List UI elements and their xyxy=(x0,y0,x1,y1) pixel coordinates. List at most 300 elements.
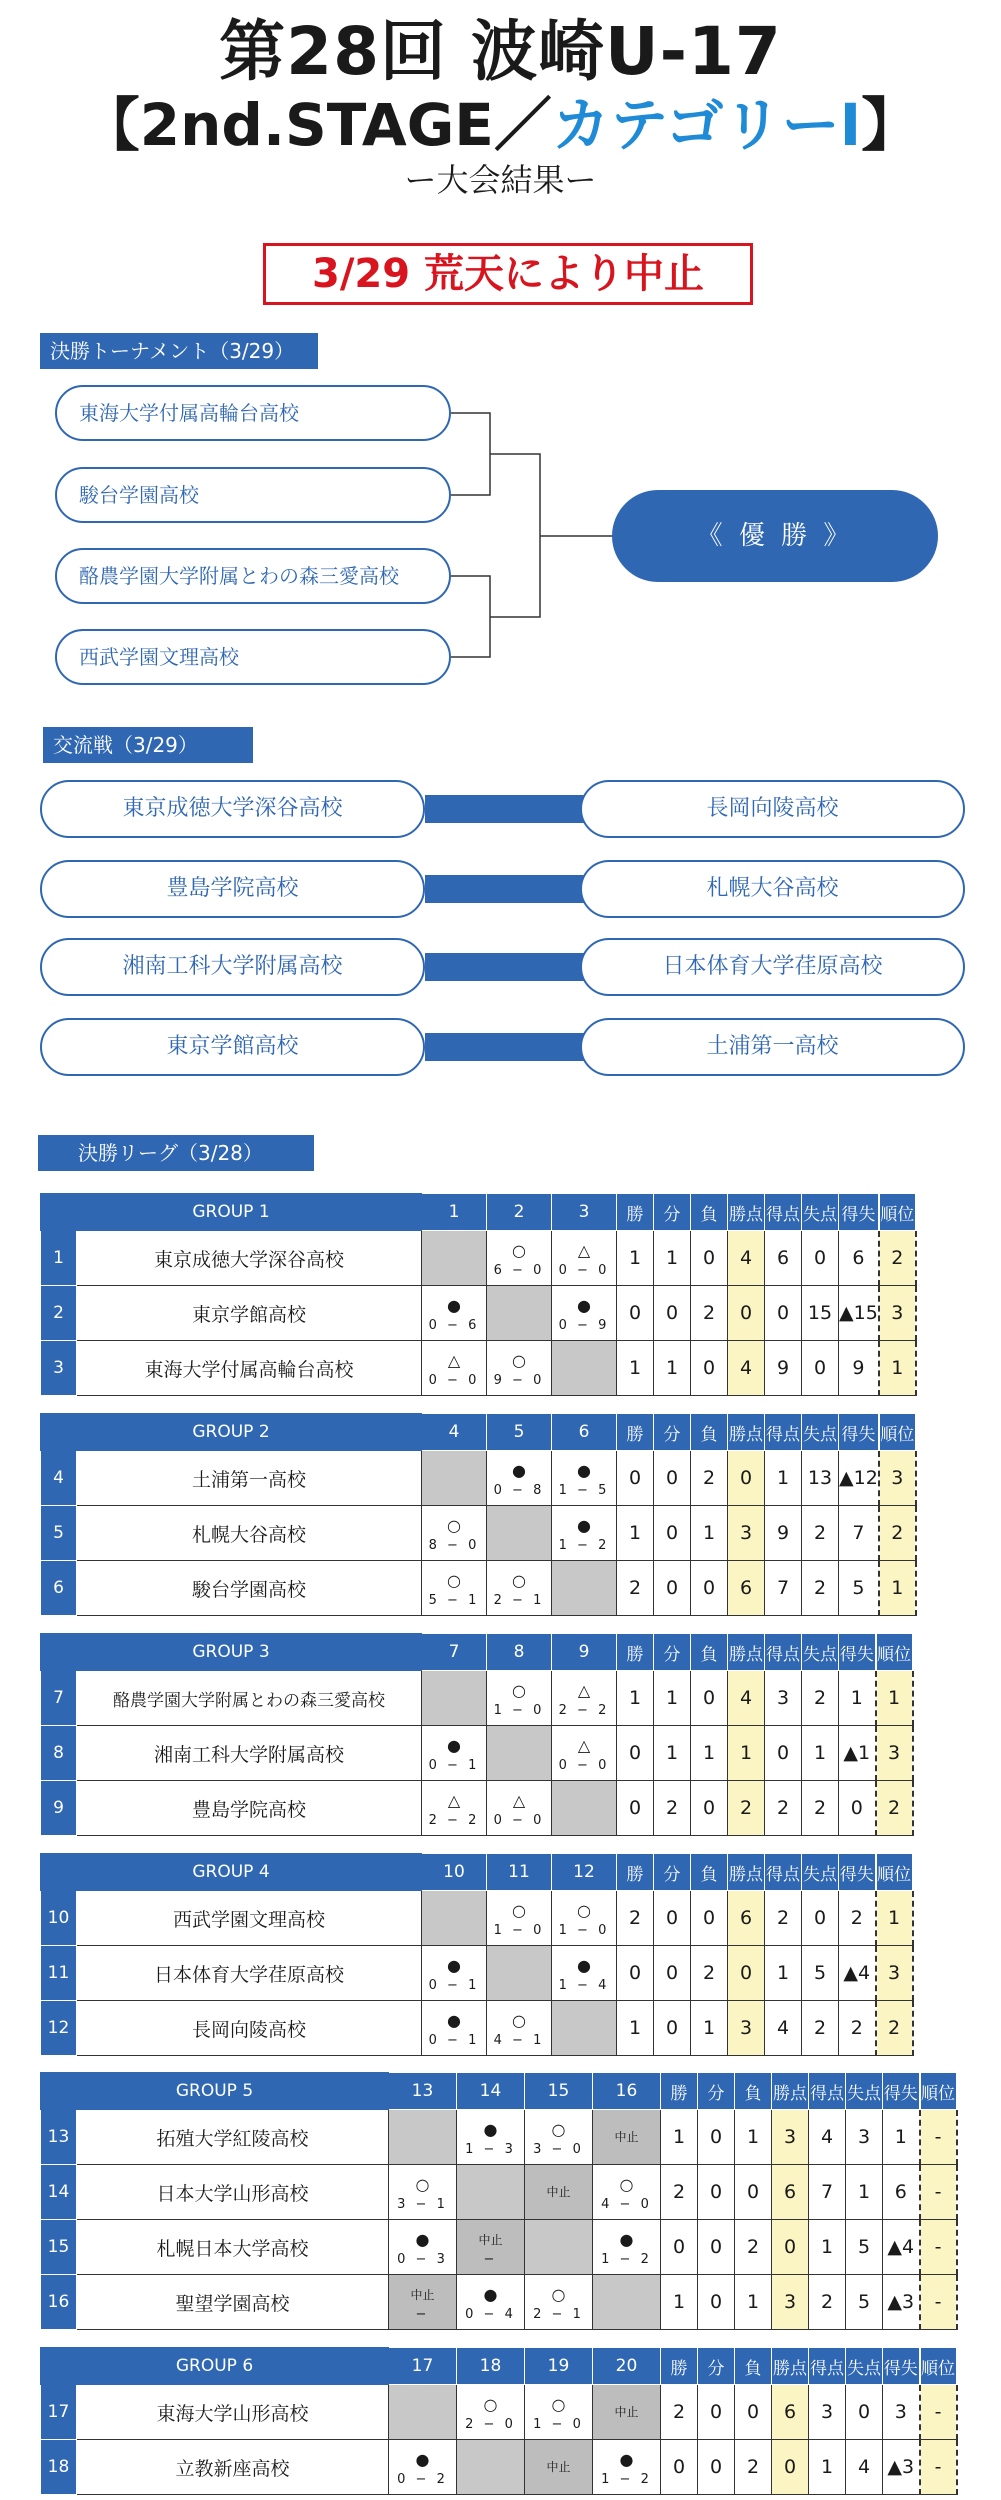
stat-value: 0 xyxy=(698,2440,735,2495)
exchange-team-right: 日本体育大学荏原高校 xyxy=(580,938,965,996)
match-score: 5 − 1 xyxy=(428,1593,480,1608)
stat-header: 順位 xyxy=(879,1194,916,1231)
exchange-section-label: 交流戦（3/29） xyxy=(43,727,253,763)
match-score: − xyxy=(415,2307,430,2322)
team-name: 東海大学山形高校 xyxy=(77,2385,389,2440)
stat-value: 1 xyxy=(654,1231,691,1286)
team-name: 西武学園文理高校 xyxy=(77,1891,422,1946)
match-result-cell xyxy=(525,2110,593,2165)
self-match-cell xyxy=(552,1781,617,1836)
match-result-mark: ● xyxy=(577,1956,591,1975)
self-match-cell xyxy=(422,1671,487,1726)
table-row xyxy=(41,1781,913,1836)
group-column-number: 16 xyxy=(593,2073,661,2110)
stat-header: 分 xyxy=(654,1634,691,1671)
stat-value: ▲1 xyxy=(839,1726,876,1781)
match-result-mark: ○ xyxy=(512,1901,526,1920)
stat-header: 順位 xyxy=(879,1414,916,1451)
stat-value: - xyxy=(920,2220,957,2275)
team-name: 札幌大谷高校 xyxy=(77,1506,422,1561)
champion-box: 《 優 勝 》 xyxy=(612,490,938,582)
stat-value: 0 xyxy=(654,1451,691,1506)
stat-value: 0 xyxy=(698,2385,735,2440)
table-row xyxy=(41,2110,957,2165)
match-result-mark: ● xyxy=(483,2285,498,2304)
stat-value: 1 xyxy=(802,1726,839,1781)
group-name: GROUP 1 xyxy=(41,1194,422,1231)
match-result-cell xyxy=(389,2165,457,2220)
match-score: 1 − 5 xyxy=(558,1483,610,1498)
match-result-cell xyxy=(487,1781,552,1836)
match-score: 0 − 4 xyxy=(465,2307,516,2322)
stat-value: 0 xyxy=(698,2275,735,2330)
tournament-team: 酪農学園大学附属とわの森三愛高校 xyxy=(55,548,451,604)
group-column-number: 11 xyxy=(487,1854,552,1891)
stat-value: 0 xyxy=(654,2001,691,2056)
stat-value: 0 xyxy=(698,2110,735,2165)
stat-value: 0 xyxy=(772,2440,809,2495)
stat-value: ▲12 xyxy=(839,1451,879,1506)
team-number: 6 xyxy=(41,1561,77,1616)
team-name: 湘南工科大学附属高校 xyxy=(77,1726,422,1781)
match-score: 0 − 8 xyxy=(493,1483,545,1498)
stat-value: 0 xyxy=(617,1781,654,1836)
match-score: 1 − 0 xyxy=(493,1703,545,1718)
match-score: 2 − 1 xyxy=(493,1593,545,1608)
stat-value: 0 xyxy=(772,2220,809,2275)
team-name: 東海大学付属高輪台高校 xyxy=(77,1341,422,1396)
self-match-cell xyxy=(389,2110,457,2165)
stat-value: 3 xyxy=(728,2001,765,2056)
match-result-cell xyxy=(552,1671,617,1726)
exchange-team-left: 東京成徳大学深谷高校 xyxy=(40,780,425,838)
group-column-number: 18 xyxy=(457,2348,525,2385)
stat-value: 0 xyxy=(846,2385,883,2440)
stat-value: 3 xyxy=(728,1506,765,1561)
stat-value: - xyxy=(920,2110,957,2165)
match-result-mark: ● xyxy=(577,1461,591,1480)
table-row xyxy=(41,2165,957,2220)
stat-value: 1 xyxy=(617,1341,654,1396)
match-result-cell xyxy=(552,1506,617,1561)
stat-value: 1 xyxy=(735,2275,772,2330)
stat-value: 1 xyxy=(876,1891,913,1946)
tournament-team: 西武学園文理高校 xyxy=(55,629,451,685)
stat-value: 0 xyxy=(617,1286,654,1341)
match-result-cell xyxy=(457,2385,525,2440)
match-score: 0 − 0 xyxy=(558,1263,610,1278)
stat-header: 負 xyxy=(691,1634,728,1671)
stat-value: 4 xyxy=(728,1231,765,1286)
stat-value: 1 xyxy=(876,1671,913,1726)
stat-value: 1 xyxy=(617,1506,654,1561)
team-number: 9 xyxy=(41,1781,77,1836)
stat-value: ▲3 xyxy=(883,2275,920,2330)
match-score: 2 − 2 xyxy=(558,1703,610,1718)
match-score: 1 − 0 xyxy=(558,1923,610,1938)
stat-value: 2 xyxy=(876,1781,913,1836)
self-match-cell xyxy=(487,1286,552,1341)
match-result-cell xyxy=(422,1341,487,1396)
stat-value: 0 xyxy=(691,1231,728,1286)
match-result-cell xyxy=(593,2165,661,2220)
stat-value: 0 xyxy=(617,1946,654,2001)
stat-header: 負 xyxy=(735,2073,772,2110)
stat-value: 9 xyxy=(765,1506,802,1561)
stat-header: 負 xyxy=(691,1414,728,1451)
table-row xyxy=(41,1726,913,1781)
stat-value: 6 xyxy=(839,1231,879,1286)
stat-value: 1 xyxy=(879,1341,916,1396)
team-name: 札幌日本大学高校 xyxy=(77,2220,389,2275)
stat-value: 3 xyxy=(883,2385,920,2440)
match-result-mark: ● xyxy=(577,1516,591,1535)
stat-value: 3 xyxy=(765,1671,802,1726)
team-number: 2 xyxy=(41,1286,77,1341)
stat-value: 6 xyxy=(765,1231,802,1286)
self-match-cell xyxy=(525,2220,593,2275)
stat-value: 0 xyxy=(802,1231,839,1286)
match-result-mark: ● xyxy=(415,2230,430,2249)
stat-header: 得点 xyxy=(765,1194,802,1231)
match-score: 0 − 0 xyxy=(493,1813,545,1828)
table-row xyxy=(41,1341,916,1396)
match-score: 3 − 0 xyxy=(533,2142,584,2157)
team-name: 駿台学園高校 xyxy=(77,1561,422,1616)
stat-value: 4 xyxy=(809,2110,846,2165)
match-result-mark: ● xyxy=(577,1296,591,1315)
group-column-number: 15 xyxy=(525,2073,593,2110)
stat-value: 1 xyxy=(654,1726,691,1781)
match-result-cell xyxy=(389,2275,457,2330)
stat-value: 5 xyxy=(846,2275,883,2330)
stat-value: 3 xyxy=(772,2110,809,2165)
match-result-cell xyxy=(552,1946,617,2001)
group-column-number: 13 xyxy=(389,2073,457,2110)
match-score: 0 − 1 xyxy=(428,2033,480,2048)
match-result-mark: ○ xyxy=(551,2285,566,2304)
match-result-cell xyxy=(487,2001,552,2056)
stat-header: 得点 xyxy=(809,2073,846,2110)
match-result-cell xyxy=(525,2440,593,2495)
team-name: 酪農学園大学附属とわの森三愛高校 xyxy=(77,1671,422,1726)
match-result-cell xyxy=(422,1506,487,1561)
stat-header: 失点 xyxy=(802,1194,839,1231)
stat-value: 0 xyxy=(735,2165,772,2220)
group-column-number: 8 xyxy=(487,1634,552,1671)
stat-value: 0 xyxy=(661,2220,698,2275)
match-result-cell xyxy=(525,2275,593,2330)
match-result-cell xyxy=(487,1561,552,1616)
match-result-cell xyxy=(389,2440,457,2495)
self-match-cell xyxy=(422,1891,487,1946)
match-result-mark: ○ xyxy=(512,2011,526,2030)
match-result-cell xyxy=(593,2385,661,2440)
stat-value: 0 xyxy=(765,1286,802,1341)
table-row xyxy=(41,2440,957,2495)
table-row xyxy=(41,2001,913,2056)
stat-value: 9 xyxy=(839,1341,879,1396)
stat-value: 15 xyxy=(802,1286,839,1341)
match-result-cell xyxy=(457,2110,525,2165)
match-result-mark: △ xyxy=(447,1351,461,1370)
team-number: 4 xyxy=(41,1451,77,1506)
stat-value: 1 xyxy=(879,1561,916,1616)
stat-value: 0 xyxy=(728,1946,765,2001)
stat-value: 2 xyxy=(661,2165,698,2220)
team-number: 5 xyxy=(41,1506,77,1561)
exchange-connector xyxy=(425,875,585,903)
stat-value: 4 xyxy=(728,1341,765,1396)
match-score: 3 − 1 xyxy=(397,2197,448,2212)
table-row xyxy=(41,2275,957,2330)
stat-value: 2 xyxy=(802,2001,839,2056)
league-group-table xyxy=(40,2072,958,2330)
stat-header: 勝 xyxy=(661,2073,698,2110)
stat-value: 3 xyxy=(846,2110,883,2165)
team-number: 11 xyxy=(41,1946,77,2001)
stat-value: 2 xyxy=(654,1781,691,1836)
stat-header: 順位 xyxy=(876,1634,913,1671)
group-column-number: 14 xyxy=(457,2073,525,2110)
stat-value: 5 xyxy=(802,1946,839,2001)
match-result-cell xyxy=(422,1286,487,1341)
stat-value: 5 xyxy=(839,1561,879,1616)
stat-value: ▲4 xyxy=(839,1946,876,2001)
stat-value: 4 xyxy=(728,1671,765,1726)
stat-value: 0 xyxy=(661,2440,698,2495)
self-match-cell xyxy=(487,1946,552,2001)
stat-header: 失点 xyxy=(802,1634,839,1671)
stat-value: ▲3 xyxy=(883,2440,920,2495)
stat-value: 0 xyxy=(691,1781,728,1836)
stat-header: 勝点 xyxy=(728,1414,765,1451)
stat-value: - xyxy=(920,2385,957,2440)
team-name: 日本大学山形高校 xyxy=(77,2165,389,2220)
stat-value: 6 xyxy=(728,1561,765,1616)
match-result-mark: ○ xyxy=(551,2395,566,2414)
match-result-mark: △ xyxy=(577,1681,591,1700)
match-result-mark: ● xyxy=(619,2450,634,2469)
stat-value: - xyxy=(920,2165,957,2220)
stat-value: 1 xyxy=(617,1671,654,1726)
stat-header: 勝 xyxy=(617,1414,654,1451)
stat-value: 6 xyxy=(728,1891,765,1946)
match-result-mark: ● xyxy=(619,2230,634,2249)
stat-value: 1 xyxy=(809,2440,846,2495)
league-group-table xyxy=(40,2347,958,2495)
match-result-mark: 中止 xyxy=(478,2233,503,2247)
team-number: 8 xyxy=(41,1726,77,1781)
stat-value: 0 xyxy=(802,1891,839,1946)
match-result-cell xyxy=(593,2110,661,2165)
self-match-cell xyxy=(487,1506,552,1561)
tournament-team: 駿台学園高校 xyxy=(55,467,451,523)
stat-value: 1 xyxy=(661,2275,698,2330)
match-score: 0 − 1 xyxy=(428,1978,480,1993)
stat-value: 1 xyxy=(839,1671,876,1726)
stat-value: 3 xyxy=(876,1946,913,2001)
team-number: 18 xyxy=(41,2440,77,2495)
self-match-cell xyxy=(422,1451,487,1506)
group-column-number: 19 xyxy=(525,2348,593,2385)
stat-header: 失点 xyxy=(846,2348,883,2385)
stat-value: 2 xyxy=(802,1561,839,1616)
table-row xyxy=(41,1671,913,1726)
stat-value: 7 xyxy=(839,1506,879,1561)
match-result-mark: 中止 xyxy=(614,2405,639,2419)
group-name: GROUP 6 xyxy=(41,2348,389,2385)
stat-header: 分 xyxy=(654,1854,691,1891)
match-result-cell xyxy=(422,1561,487,1616)
match-score: 2 − 2 xyxy=(428,1813,480,1828)
stat-header: 勝 xyxy=(617,1194,654,1231)
stat-header: 得失 xyxy=(839,1194,879,1231)
exchange-team-right: 札幌大谷高校 xyxy=(580,860,965,918)
match-result-cell xyxy=(487,1451,552,1506)
stat-header: 分 xyxy=(654,1194,691,1231)
subtitle-category: カテゴリーⅠ xyxy=(551,91,862,159)
match-result-cell xyxy=(422,1726,487,1781)
stat-header: 失点 xyxy=(802,1854,839,1891)
stat-header: 失点 xyxy=(802,1414,839,1451)
stat-value: 1 xyxy=(617,1231,654,1286)
stat-header: 得点 xyxy=(809,2348,846,2385)
exchange-team-left: 東京学館高校 xyxy=(40,1018,425,1076)
stat-value: 13 xyxy=(802,1451,839,1506)
stat-value: 2 xyxy=(839,2001,876,2056)
stat-header: 得点 xyxy=(765,1414,802,1451)
match-result-cell xyxy=(422,2001,487,2056)
match-result-cell xyxy=(525,2165,593,2220)
stat-header: 負 xyxy=(691,1854,728,1891)
match-result-mark: ○ xyxy=(512,1571,526,1590)
group-column-number: 17 xyxy=(389,2348,457,2385)
league-group-table xyxy=(40,1413,917,1616)
match-score: 4 − 0 xyxy=(601,2197,652,2212)
stat-value: 4 xyxy=(846,2440,883,2495)
match-result-cell xyxy=(389,2220,457,2275)
match-result-mark: ○ xyxy=(577,1901,591,1920)
match-score: 2 − 0 xyxy=(465,2417,516,2432)
stat-value: 1 xyxy=(617,2001,654,2056)
match-score: 8 − 0 xyxy=(428,1538,480,1553)
match-result-mark: ● xyxy=(447,1736,461,1755)
stat-header: 失点 xyxy=(846,2073,883,2110)
stat-value: 1 xyxy=(654,1341,691,1396)
group-name: GROUP 5 xyxy=(41,2073,389,2110)
match-score: 0 − 9 xyxy=(558,1318,610,1333)
table-row xyxy=(41,1286,916,1341)
match-result-mark: 中止 xyxy=(546,2460,571,2474)
match-score: 9 − 0 xyxy=(493,1373,545,1388)
stat-value: 0 xyxy=(654,1286,691,1341)
stat-value: 1 xyxy=(765,1946,802,2001)
match-score: 1 − 2 xyxy=(601,2472,652,2487)
stat-value: 1 xyxy=(654,1671,691,1726)
match-result-cell xyxy=(593,2440,661,2495)
stat-value: 2 xyxy=(802,1506,839,1561)
match-result-mark: ● xyxy=(447,2011,461,2030)
stat-value: 6 xyxy=(772,2165,809,2220)
stat-header: 勝 xyxy=(617,1854,654,1891)
stat-value: 2 xyxy=(691,1286,728,1341)
stat-header: 勝点 xyxy=(728,1634,765,1671)
group-name: GROUP 3 xyxy=(41,1634,422,1671)
team-number: 10 xyxy=(41,1891,77,1946)
group-column-number: 6 xyxy=(552,1414,617,1451)
stat-value: 6 xyxy=(883,2165,920,2220)
team-name: 土浦第一高校 xyxy=(77,1451,422,1506)
match-score: 0 − 6 xyxy=(428,1318,480,1333)
stat-header: 得点 xyxy=(765,1854,802,1891)
match-score: 1 − 2 xyxy=(558,1538,610,1553)
stat-value: 0 xyxy=(698,2165,735,2220)
stat-value: 1 xyxy=(691,1726,728,1781)
match-result-cell xyxy=(552,1286,617,1341)
league-group-table xyxy=(40,1633,914,1836)
stat-value: 0 xyxy=(691,1341,728,1396)
team-name: 聖望学園高校 xyxy=(77,2275,389,2330)
match-score: 0 − 0 xyxy=(558,1758,610,1773)
stat-value: 0 xyxy=(654,1561,691,1616)
team-name: 東京学館高校 xyxy=(77,1286,422,1341)
team-number: 17 xyxy=(41,2385,77,2440)
match-result-mark: ○ xyxy=(512,1681,526,1700)
stat-value: 1 xyxy=(765,1451,802,1506)
stat-value: 0 xyxy=(728,1451,765,1506)
self-match-cell xyxy=(552,1341,617,1396)
group-column-number: 10 xyxy=(422,1854,487,1891)
stat-value: 1 xyxy=(809,2220,846,2275)
team-name: 東京成徳大学深谷高校 xyxy=(77,1231,422,1286)
team-number: 13 xyxy=(41,2110,77,2165)
stat-value: 0 xyxy=(728,1286,765,1341)
match-score: 1 − 4 xyxy=(558,1978,610,1993)
match-score: 4 − 1 xyxy=(493,2033,545,2048)
exchange-team-right: 長岡向陵高校 xyxy=(580,780,965,838)
stat-value: 2 xyxy=(735,2220,772,2275)
stat-value: 7 xyxy=(765,1561,802,1616)
match-result-mark: △ xyxy=(447,1791,461,1810)
match-score: 1 − 2 xyxy=(601,2252,652,2267)
group-column-number: 9 xyxy=(552,1634,617,1671)
match-result-cell xyxy=(457,2220,525,2275)
team-name: 長岡向陵高校 xyxy=(77,2001,422,2056)
match-score: 1 − 3 xyxy=(465,2142,516,2157)
exchange-team-right: 土浦第一高校 xyxy=(580,1018,965,1076)
results-caption: ー大会結果ー xyxy=(404,161,597,199)
stat-value: 3 xyxy=(809,2385,846,2440)
stat-header: 得失 xyxy=(883,2073,920,2110)
self-match-cell xyxy=(422,1231,487,1286)
league-group-table xyxy=(40,1193,917,1396)
self-match-cell xyxy=(552,1561,617,1616)
stat-header: 分 xyxy=(654,1414,691,1451)
match-result-mark: ● xyxy=(447,1296,461,1315)
stat-header: 分 xyxy=(698,2348,735,2385)
match-score: 1 − 0 xyxy=(493,1923,545,1938)
stat-value: 7 xyxy=(809,2165,846,2220)
stat-value: 4 xyxy=(765,2001,802,2056)
stat-value: 2 xyxy=(802,1781,839,1836)
match-result-mark: ● xyxy=(415,2450,430,2469)
exchange-connector xyxy=(425,795,585,823)
cancellation-notice: 3/29 荒天により中止 xyxy=(263,243,753,305)
stat-value: 2 xyxy=(839,1891,876,1946)
match-score: − xyxy=(483,2252,498,2267)
table-row xyxy=(41,2220,957,2275)
